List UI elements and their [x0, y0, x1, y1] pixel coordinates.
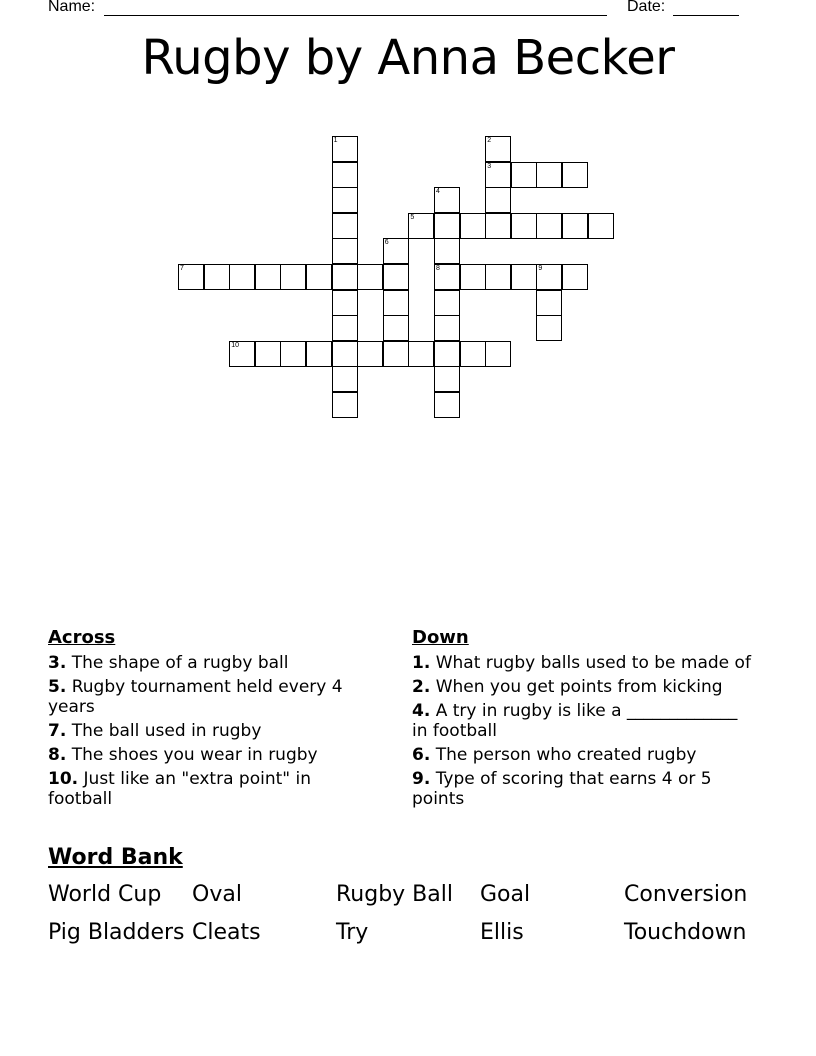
grid-cell[interactable]	[460, 264, 486, 290]
clue-number: 5	[410, 213, 415, 221]
grid-cell[interactable]	[408, 341, 434, 367]
grid-cell[interactable]	[332, 136, 358, 162]
clue-text: Rugby tournament held every 4 years	[48, 677, 343, 717]
grid-cell[interactable]	[434, 341, 460, 367]
grid-cell[interactable]	[280, 341, 306, 367]
across-clue	[48, 721, 368, 741]
grid-cell[interactable]	[485, 213, 511, 239]
clue-number: 3	[487, 162, 492, 170]
down-heading: Down	[412, 627, 469, 648]
name-label: Name:	[48, 0, 96, 15]
grid-cell[interactable]	[434, 315, 460, 341]
across-clue	[48, 677, 368, 717]
clue-number: 8.	[48, 745, 67, 765]
grid-cell[interactable]	[536, 315, 562, 341]
down-clue	[412, 701, 752, 741]
grid-cell[interactable]	[511, 264, 537, 290]
crossword-grid	[0, 0, 816, 430]
grid-cell[interactable]	[383, 238, 409, 264]
grid-cell[interactable]	[511, 213, 537, 239]
grid-cell[interactable]	[536, 264, 562, 290]
word-bank-word: Try	[336, 920, 369, 945]
grid-cell[interactable]	[485, 162, 511, 188]
grid-cell[interactable]	[332, 315, 358, 341]
grid-cell[interactable]	[562, 162, 588, 188]
grid-cell[interactable]	[434, 366, 460, 392]
grid-cell[interactable]	[332, 341, 358, 367]
clue-text: The shoes you wear in rugby	[66, 745, 318, 765]
across-clue	[48, 745, 368, 765]
word-bank-word: World Cup	[48, 882, 162, 907]
grid-cell[interactable]	[562, 264, 588, 290]
grid-cell[interactable]	[229, 264, 255, 290]
grid-cell[interactable]	[434, 238, 460, 264]
grid-cell[interactable]	[434, 290, 460, 316]
clue-number: 2.	[412, 677, 431, 697]
word-bank-word: Conversion	[624, 882, 748, 907]
word-bank-title: Word Bank	[48, 845, 183, 870]
page-title: Rugby by Anna Becker	[141, 30, 675, 86]
grid-cell[interactable]	[332, 162, 358, 188]
grid-cell[interactable]	[383, 264, 409, 290]
clue-text: The ball used in rugby	[66, 721, 262, 741]
grid-cell[interactable]	[306, 341, 332, 367]
clue-number: 3.	[48, 653, 67, 673]
grid-cell[interactable]	[332, 290, 358, 316]
across-clue	[48, 769, 368, 809]
grid-cell[interactable]	[383, 290, 409, 316]
clue-number: 7	[180, 265, 184, 272]
grid-cell[interactable]	[434, 213, 460, 239]
across-clues	[48, 628, 368, 813]
word-bank-word: Oval	[192, 882, 242, 907]
down-clue-list	[412, 653, 752, 809]
grid-cell[interactable]	[332, 264, 358, 290]
word-bank-word: Goal	[480, 882, 531, 907]
clue-number: 8	[436, 265, 440, 272]
clue-number: 10	[231, 341, 239, 349]
grid-cell[interactable]	[485, 264, 511, 290]
grid-cell[interactable]	[332, 213, 358, 239]
grid-cell[interactable]	[306, 264, 332, 290]
clue-number: 4.	[412, 701, 431, 721]
grid-cell[interactable]	[588, 213, 614, 239]
clue-number: 1	[333, 137, 338, 144]
clue-number: 2	[487, 137, 492, 144]
clue-number: 4	[436, 188, 440, 196]
word-bank-word: Touchdown	[624, 920, 747, 945]
clue-number: 6.	[412, 745, 431, 765]
grid-cell[interactable]	[383, 315, 409, 341]
grid-cell[interactable]	[408, 213, 434, 239]
grid-cell[interactable]	[460, 341, 486, 367]
grid-cell[interactable]	[255, 341, 281, 367]
grid-cell[interactable]	[434, 392, 460, 418]
down-clue	[412, 653, 752, 673]
grid-cell[interactable]	[434, 264, 460, 290]
grid-cell[interactable]	[178, 264, 204, 290]
down-clue	[412, 677, 752, 697]
clue-number: 7.	[48, 721, 67, 741]
clue-text: The shape of a rugby ball	[66, 653, 289, 673]
clue-text: Just like an "extra point" in football	[48, 769, 311, 809]
grid-cell[interactable]	[485, 136, 511, 162]
grid-cell[interactable]	[536, 213, 562, 239]
clue-text: Type of scoring that earns 4 or 5 points	[412, 769, 712, 809]
grid-cell[interactable]	[562, 213, 588, 239]
grid-cell[interactable]	[485, 341, 511, 367]
word-bank-word: Rugby Ball	[336, 882, 453, 907]
down-clue	[412, 769, 752, 809]
clue-number: 5.	[48, 677, 67, 697]
grid-cell[interactable]	[280, 264, 306, 290]
grid-cell[interactable]	[332, 238, 358, 264]
grid-cell[interactable]	[357, 264, 383, 290]
word-bank-word: Ellis	[480, 920, 524, 945]
clue-number: 1.	[412, 653, 431, 673]
clue-text: When you get points from kicking	[430, 677, 723, 697]
grid-cell[interactable]	[332, 366, 358, 392]
down-clues	[412, 628, 752, 813]
grid-cell[interactable]	[204, 264, 230, 290]
clue-text: A try in rugby is like a _____________ in football	[412, 701, 738, 741]
down-clue	[412, 745, 752, 765]
clue-number: 6	[384, 239, 389, 247]
grid-cell[interactable]	[383, 341, 409, 367]
word-bank-word: Pig Bladders	[48, 920, 185, 945]
date-label: Date:	[627, 0, 666, 15]
word-bank-word: Cleats	[192, 920, 261, 945]
clue-number: 10.	[48, 769, 79, 789]
across-clue-list	[48, 653, 368, 809]
grid-cell[interactable]	[357, 341, 383, 367]
across-clue	[48, 653, 368, 673]
grid-cell[interactable]	[511, 162, 537, 188]
grid-cell[interactable]	[332, 392, 358, 418]
clue-text: What rugby balls used to be made of	[430, 653, 751, 673]
grid-cell[interactable]	[485, 187, 511, 213]
grid-cell[interactable]	[460, 213, 486, 239]
grid-cell[interactable]	[536, 290, 562, 316]
grid-cell[interactable]	[434, 187, 460, 213]
clue-number: 9.	[412, 769, 431, 789]
clue-text: The person who created rugby	[430, 745, 697, 765]
clue-number: 9	[538, 265, 543, 272]
grid-cell[interactable]	[255, 264, 281, 290]
grid-cell[interactable]	[536, 162, 562, 188]
across-heading: Across	[48, 627, 116, 648]
grid-cell[interactable]	[332, 187, 358, 213]
grid-cell[interactable]	[229, 341, 255, 367]
